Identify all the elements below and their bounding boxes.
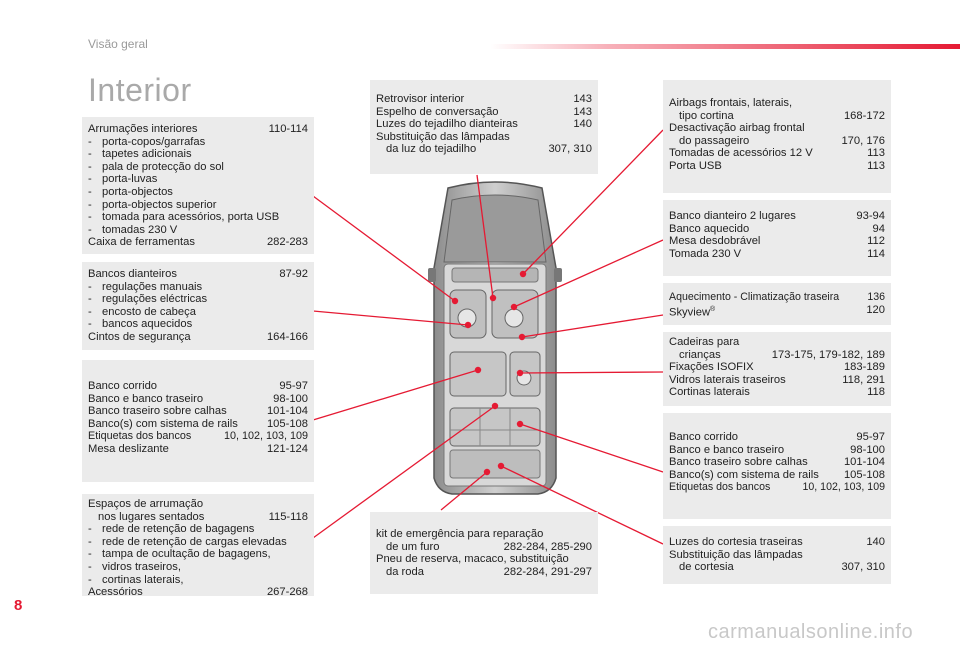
bench-row: Banco(s) com sistema de rails 105-108 [88, 417, 308, 430]
bullet-item: - regulações manuais [88, 280, 203, 293]
emergency-title: kit de emergência para reparação [376, 528, 544, 540]
bullet-item: - porta-objectos [88, 185, 173, 198]
front-bench-row: Banco aquecido 94 [669, 222, 885, 235]
climate-row: Aquecimento - Climatização traseira 136 [669, 291, 885, 303]
courtesy-row: de cortesia 307, 310 [679, 561, 885, 574]
bullet-item: - regulações eléctricas [88, 293, 208, 306]
climate-row: Skyview® 120 [669, 303, 885, 319]
mirror-box [370, 80, 598, 174]
bench2-row: Banco(s) com sistema de rails 105-108 [669, 468, 885, 481]
cargo-title: Espaços de arrumação [88, 498, 204, 510]
courtesy-bulb-title: Substituição das lâmpadas [669, 548, 803, 561]
airbags-row: tipo cortina 168-172 [679, 109, 885, 122]
mirror-row: da luz do tejadilho 307, 310 [386, 143, 592, 156]
front-seats-box [82, 262, 314, 350]
courtesy-row: Luzes do cortesia traseiras 140 [669, 536, 885, 548]
mirror-bulb-title: Substituição das lâmpadas [376, 130, 510, 143]
bullet-item: - rede de retenção de bagagens [88, 523, 255, 536]
child-seats-box [663, 332, 891, 406]
cargo-row: nos lugares sentados 115-118 [98, 510, 308, 523]
mirror-row: Luzes do tejadilho dianteiras 140 [376, 118, 592, 131]
mirror-row: Espelho de conversação 143 [376, 105, 592, 118]
bullet-item: - tomada para acessórios, porta USB [88, 211, 280, 224]
bench2-row: Banco traseiro sobre calhas 101-104 [669, 456, 885, 469]
bench-row: Banco e banco traseiro 98-100 [88, 392, 308, 405]
storage-row: Arrumações interiores 110-114 [88, 123, 308, 135]
child-seats-row: Fixações ISOFIX 183-189 [669, 361, 885, 374]
bench-row: Banco traseiro sobre calhas 101-104 [88, 405, 308, 418]
bullet-item: - tapetes adicionais [88, 148, 192, 161]
child-seats-row: Vidros laterais traseiros 118, 291 [669, 373, 885, 386]
front-bench-row: Tomada 230 V 114 [669, 247, 885, 260]
section-header: Visão geral [88, 37, 148, 51]
bench-row: Etiquetas dos bancos 10, 102, 103, 109 [88, 430, 308, 443]
front-bench-row: Mesa desdobrável 112 [669, 235, 885, 248]
bullet-item: - tampa de ocultação de bagagens, [88, 548, 271, 561]
airbags-row: Tomadas de acessórios 12 V 113 [669, 147, 885, 160]
bullet-item: - porta-objectos superior [88, 198, 217, 211]
airbags-title: Airbags frontais, laterais, [669, 97, 793, 109]
emergency-box [370, 512, 598, 594]
mirror-row: Retrovisor interior 143 [376, 93, 592, 105]
cargo-row: Acessórios 267-268 [88, 586, 308, 599]
bench2-row: Banco e banco traseiro 98-100 [669, 443, 885, 456]
child-seats-row: Cortinas laterais 118 [669, 386, 885, 399]
bullet-item: - vidros traseiros, [88, 560, 181, 573]
bullet-item: - encosto de cabeça [88, 305, 196, 318]
emergency-row: da roda 282-284, 291-297 [386, 565, 592, 578]
front-seats-row: Bancos dianteiros 87-92 [88, 268, 308, 280]
bench2-row: Banco corrido 95-97 [669, 431, 885, 443]
bench2-box [663, 413, 891, 519]
airbags-box [663, 80, 891, 193]
child-seats-row: crianças 173-175, 179-182, 189 [679, 348, 885, 361]
bullet-item: - porta-copos/garrafas [88, 135, 206, 148]
climate-box [663, 283, 891, 325]
airbags-row: Porta USB 113 [669, 159, 885, 172]
cargo-box [82, 494, 314, 599]
watermark: carmanualsonline.info [708, 621, 914, 643]
bullet-item: - cortinas laterais, [88, 573, 184, 586]
front-bench-row: Banco dianteiro 2 lugares 93-94 [669, 210, 885, 222]
front-bench-box [663, 200, 891, 276]
bullet-item: - porta-luvas [88, 173, 158, 186]
bench-row: Banco corrido 95-97 [88, 380, 308, 392]
emergency-row: de um furo 282-284, 285-290 [386, 540, 592, 553]
page-title: Interior [88, 72, 192, 108]
van-body [428, 182, 562, 494]
bullet-item: - rede de retenção de cargas elevadas [88, 535, 287, 548]
bench2-row: Etiquetas dos bancos 10, 102, 103, 109 [669, 481, 885, 494]
storage-row: Caixa de ferramentas 282-283 [88, 236, 308, 249]
front-seats-row: Cintos de segurança 164-166 [88, 330, 308, 343]
airbags-row: do passageiro 170, 176 [679, 134, 885, 147]
bullet-item: - pala de protecção do sol [88, 160, 224, 173]
bullet-item: - bancos aquecidos [88, 318, 193, 331]
bullet-item: - tomadas 230 V [88, 223, 178, 236]
bench-row: Mesa deslizante 121-124 [88, 442, 308, 455]
bench-box [82, 360, 314, 482]
spare-wheel-title: Pneu de reserva, macaco, substituição [376, 553, 569, 566]
storage-box [82, 117, 314, 254]
child-seats-title: Cadeiras para [669, 336, 740, 348]
page-number: 8 [14, 597, 23, 614]
airbag-deactivation-title: Desactivação airbag frontal [669, 122, 805, 135]
courtesy-box [663, 526, 891, 584]
